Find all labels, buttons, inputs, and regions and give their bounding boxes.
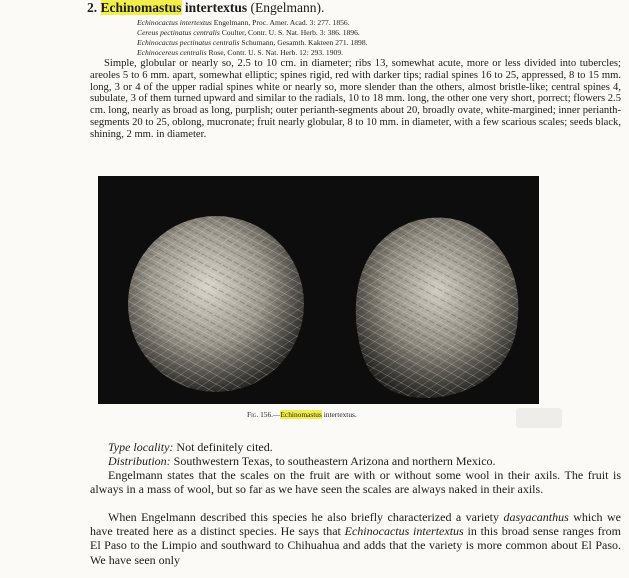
synonym-list [137,18,368,58]
synonym-name: Cereus pectinatus centralis [137,28,220,37]
distribution-text: Southwestern Texas, to southeastern Arizona and northern Mexico. [170,454,496,468]
distribution [90,454,621,468]
synonym-entry [137,18,368,28]
synonym-reference: Engelmann, Proc. Amer. Acad. 3: 277. 1856. [213,18,350,27]
type-locality-label: Type locality: [108,440,174,454]
synonym-entry [137,38,368,48]
paragraph-text: in this broad sense ranges from El Paso to the Limpio and southward to Chihuahua and adds that the variety is more common about El Paso. We have seen only [90,524,621,567]
type-locality [90,440,621,454]
caption-genus-highlighted: Echinomastus [280,410,322,419]
species-name: Echinocactus intertextus [344,524,464,539]
species-heading [87,0,324,16]
figure-caption [247,410,357,419]
cactus-photo-illustration [98,176,539,404]
figure-number: Fig. 156.— [247,410,281,419]
synonym-reference: Coulter, Contr. U. S. Nat. Herb. 3: 386. 1896. [221,28,360,37]
genus-name-highlighted: Echinomastus [100,0,182,15]
species-number: 2. [87,0,98,15]
cactus-photograph [98,176,539,404]
synonym-reference: Schumann, Gesamth. Kakteen 271. 1898. [241,38,368,47]
synonym-entry [137,28,368,38]
species-description: Simple, globular or nearly so, 2.5 to 10 cm. in diameter; ribs 13, somewhat acute, more or less divided into tubercles; areoles 5 to 6 mm. apart, somewhat elliptic; spines rigid, red with darker tips; radial spines 16 to 25, appressed, 8 to 15 mm. long, 3 or 4 of the upper radial spines white or nearly so, more slender than the others, almost bristle-like; central spines 4, subulate, 3 of them turned upward and similar to the radials, 10 to 18 mm. long, the other one very short, porrect; flowers 2.5 cm. long, nearly as broad as long, purplish; outer perianth-segments about 20, broadly ovate, white-margined; inner perianth-segments 20 to 25, oblong, mucronate; fruit nearly globular, 8 to 10 mm. in diameter, with a few scarious scales; seeds black, shining, 2 mm. in diameter. [90,58,621,140]
paragraph-text: which we have treated here as a distinct species. He says that [90,510,621,539]
paragraph-variety [90,510,621,567]
paragraph-text: When Engelmann described this species he also briefly characterized a variety [108,510,504,524]
synonym-name: Echinocactus intertextus [137,18,212,27]
type-locality-text: Not definitely cited. [173,440,273,454]
distribution-label: Distribution: [108,454,171,468]
paragraph-engelmann-scales: Engelmann states that the scales on the fruit are with or without some wool in their axils. The fruit is always in a mass of wool, but so far as we have seen the scales are always naked in their axils. [90,468,621,497]
synonym-name: Echinocereus centralis [137,48,207,57]
species-epithet: intertextus [184,0,248,15]
synonym-name: Echinocactus pectinatus centralis [137,38,240,47]
synonym-reference: Rose, Contr. U. S. Nat. Herb. 12: 293. 1909. [208,48,344,57]
species-author: (Engelmann). [250,0,325,15]
caption-epithet: intertextus. [321,410,357,419]
variety-name: dasyacanthus [503,510,569,524]
page-stain [516,408,562,428]
synonym-entry [137,48,368,58]
